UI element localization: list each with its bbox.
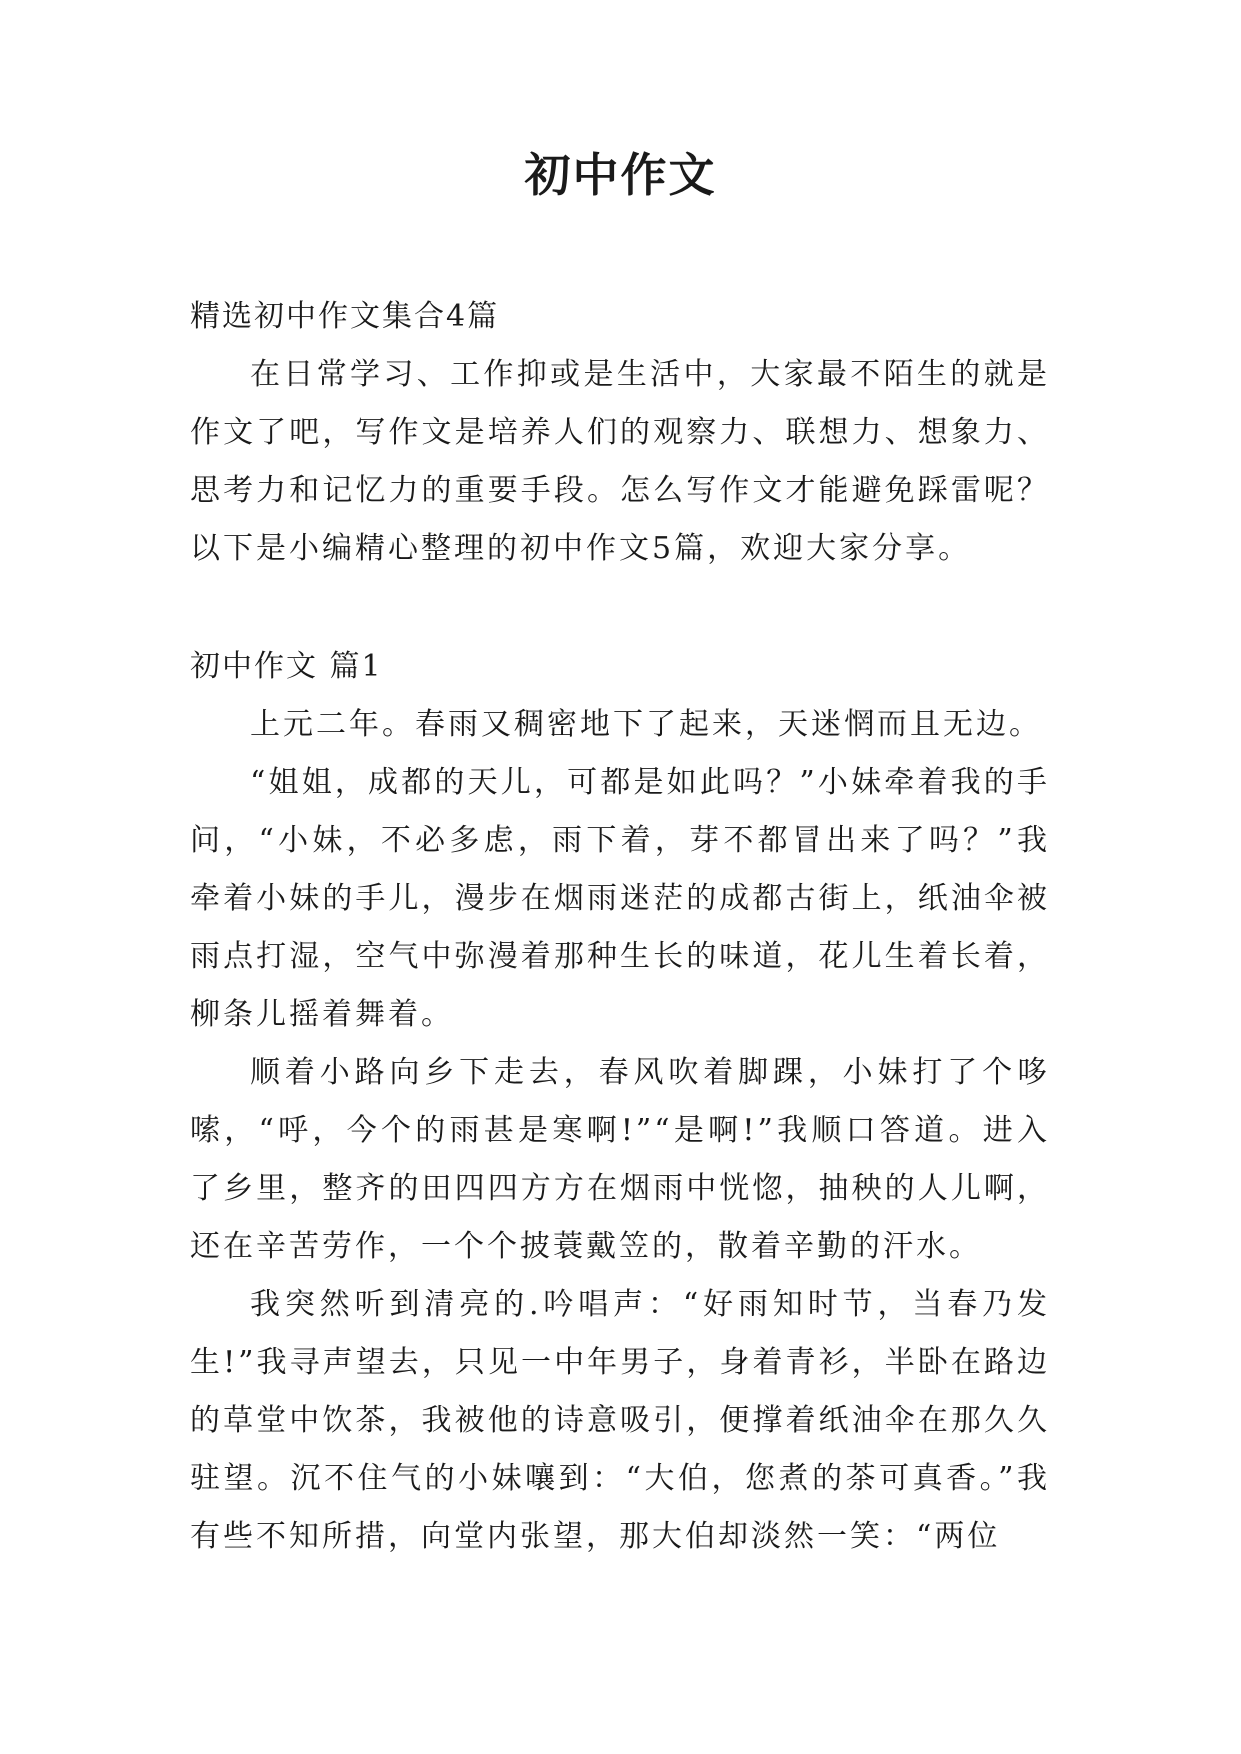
article-paragraph: 我突然听到清亮的.吟唱声：“好雨知时节，当春乃发生!”我寻声望去，只见一中年男子，身着青衫，半卧在路边的草堂中饮茶，我被他的诗意吸引，便撑着纸油伞在那久久驻望。沉不住气的小妹嚷到：“大伯，您煮的茶可真香。”我有些不知所措，向堂内张望，那大伯却淡然一笑：“两位 [190, 1287, 1050, 1554]
article-paragraph: “姐姐，成都的天儿，可都是如此吗？”小妹牵着我的手问，“小妹，不必多虑，雨下着，芽不都冒出来了吗？”我牵着小妹的手儿，漫步在烟雨迷茫的成都古街上，纸油伞被雨点打湿，空气中弥漫着那种生长的味道，花儿生着长着，柳条儿摇着舞着。 [190, 765, 1050, 1032]
article-paragraph: 上元二年。春雨又稠密地下了起来，天迷惘而且无边。 [250, 707, 1042, 742]
intro-heading: 精选初中作文集合4篇 [190, 299, 500, 334]
article-heading: 初中作文 篇1 [190, 649, 383, 684]
article-paragraph: 顺着小路向乡下走去，春风吹着脚踝，小妹打了个哆嗦，“呼，今个的雨甚是寒啊!”“是啊!”我顺口答道。进入了乡里，整齐的田四四方方在烟雨中恍惚，抽秧的人儿啊，还在辛苦劳作，一个个披蓑戴笠的，散着辛勤的汗水。 [190, 1055, 1050, 1264]
intro-paragraph: 在日常学习、工作抑或是生活中，大家最不陌生的就是作文了吧，写作文是培养人们的观察力、联想力、想象力、思考力和记忆力的重要手段。怎么写作文才能避免踩雷呢？以下是小编精心整理的初中作文5篇，欢迎大家分享。 [190, 357, 1050, 566]
document-title: 初中作文 [524, 148, 717, 202]
intro-section [190, 288, 1050, 578]
article-section [190, 638, 1050, 1566]
